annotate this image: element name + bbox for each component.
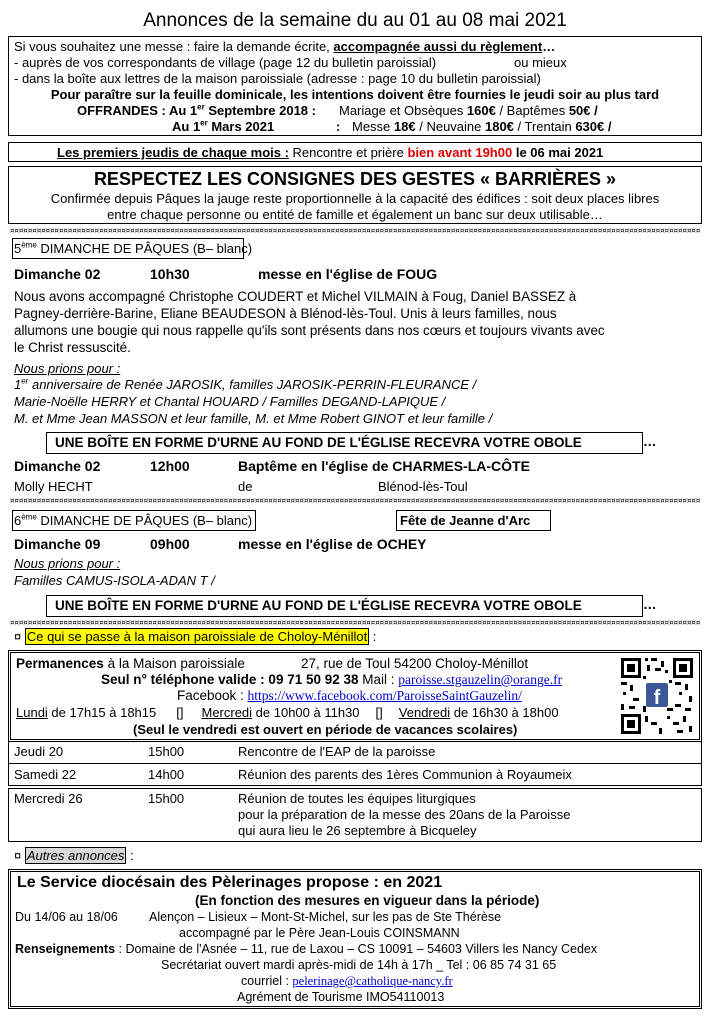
barrier-rules-box: [8, 166, 702, 224]
office-address: 27, rue de Toul 54200 Choloy-Ménillot: [301, 656, 529, 671]
mass-1-desc: messe en l'église de FOUG: [258, 266, 438, 282]
sunday-6-label: [12, 510, 256, 531]
urn-notice-1: [46, 432, 643, 454]
event-3-desc-2: pour la préparation de la messe des 20ans de la Paroisse: [238, 807, 571, 822]
pilgrimage-title: Le Service diocésain des Pèlerinages propose : en 2021: [17, 874, 443, 891]
office-contact: Seul n° téléphone valide : 09 71 50 92 38 Mail : paroisse.stgauzelin@orange.fr: [101, 672, 563, 687]
mass-2-desc: messe en l'église de OCHEY: [238, 536, 427, 552]
sunday-6-text: 6ème DIMANCHE DE PÂQUES (B– blanc): [14, 512, 253, 528]
barrier-rules-title: RESPECTEZ LES CONSIGNES DES GESTES « BARRIÈRES »: [93, 169, 617, 189]
mass-1-time: 10h30: [150, 266, 190, 282]
event-row-2: [8, 764, 702, 786]
mass-1-day: Dimanche 02: [14, 266, 101, 282]
offrandes-2021-colon: :: [336, 119, 341, 134]
memorial-text-4: le Christ ressuscité.: [14, 340, 131, 355]
facebook-link[interactable]: https://www.facebook.com/ParoisseSaintGauzelin/: [247, 688, 522, 703]
barrier-rules-line-1: Confirmée depuis Pâques la jauge reste proportionnelle à la capacité des édifices : soit deux places libres: [50, 191, 660, 206]
other-announcements-heading: ¤ Autres annonces :: [14, 848, 134, 863]
mass-request-box: [8, 36, 702, 136]
pilgrimage-email-link[interactable]: pelerinage@catholique-nancy.fr: [292, 974, 453, 988]
urn-notice-2-ellipsis: …: [643, 597, 657, 612]
event-row-1: [8, 742, 702, 764]
urn-notice-1-text: UNE BOÎTE EN FORME D'URNE AU FOND DE L'ÉGLISE RECEVRA VOTRE OBOLE: [55, 435, 582, 450]
memorial-text-1: Nous avons accompagné Christophe COUDERT et Michel VILMAIN à Foug, Daniel BASSEZ à: [14, 289, 577, 304]
pilgrimage-dates: Du 14/06 au 18/06: [15, 910, 118, 924]
sunday-5-label: [12, 238, 253, 259]
pilgrimage-guide: accompagné par le Père Jean-Louis COINSMANN: [179, 926, 460, 940]
prayers-1-line-2: Marie-Noëlle HERRY et Chantal HOUARD / Familles DEGAND-LAPIQUE /: [14, 394, 446, 409]
office-days: Lundi de 17h15 à 18h15 [] Mercredi de 10h00 à 11h30 [] Vendredi de 16h30 à 18h00: [16, 705, 559, 720]
parish-house-heading: ¤ Ce qui se passe à la maison paroissiale de Choloy-Ménillot :: [14, 629, 377, 644]
office-note: (Seul le vendredi est ouvert en période de vacances scolaires): [133, 722, 518, 737]
office-hours-line-1: Permanences à la Maison paroissiale: [16, 656, 245, 671]
event-2-time: 14h00: [148, 767, 185, 782]
office-hours-box: [8, 650, 702, 742]
baptism-desc: Baptême en l'église de CHARMES-LA-CÔTE: [238, 458, 530, 474]
qr-code-icon: [619, 656, 695, 736]
prayers-2-line-1: Familles CAMUS-ISOLA-ADAN T /: [14, 573, 215, 588]
svg-text:f: f: [653, 687, 661, 709]
offrandes-2021-prices: Messe 18€ / Neuvaine 180€ / Trentain 630€ /: [352, 119, 612, 134]
event-1-day: Jeudi 20: [14, 744, 64, 759]
offrandes-2021: Au 1er Mars 2021: [172, 118, 275, 134]
baptism-time: 12h00: [150, 458, 190, 474]
event-2-desc: Réunion des parents des 1ères Communion à Royaumeix: [238, 767, 572, 782]
prayers-1-line-3: M. et Mme Jean MASSON et leur famille, M. et Mme Robert GINOT et leur famille /: [14, 411, 493, 426]
page-title: Annonces de la semaine du au 01 au 08 mai 2021: [143, 10, 567, 31]
sunday-5-text: 5ème DIMANCHE DE PÂQUES (B– blanc): [14, 240, 253, 256]
memorial-text-2: Pagney-derrière-Barine, Eliane BEAUDESON à Blénod-lès-Toul. Unis à leurs familles, nous: [14, 306, 557, 321]
separator: [10, 498, 700, 504]
urn-notice-2: [46, 595, 643, 617]
baptism-de: de: [238, 479, 253, 494]
urn-notice-1-ellipsis: …: [643, 434, 657, 449]
mass-request-line-2b: ou mieux: [514, 55, 567, 70]
mass-request-line-2: - auprès de vos correspondants de village (page 12 du bulletin paroissial): [14, 55, 437, 70]
prayers-2-title: Nous prions pour :: [14, 556, 121, 571]
prayers-1-title: Nous prions pour :: [14, 361, 121, 376]
separator: [10, 620, 700, 626]
prayers-1-line-1: 1er anniversaire de Renée JAROSIK, familles JAROSIK-PERRIN-FLEURANCE /: [14, 376, 477, 392]
joan-of-arc-feast-text: Fête de Jeanne d'Arc: [400, 513, 531, 528]
event-2-day: Samedi 22: [14, 767, 77, 782]
first-thursday-text: Les premiers jeudis de chaque mois : Rencontre et prière bien avant 19h00 le 06 mai 2021: [57, 145, 604, 160]
mail-link[interactable]: paroisse.stgauzelin@orange.fr: [398, 672, 563, 687]
event-1-time: 15h00: [148, 744, 185, 759]
deadline-notice: Pour paraître sur la feuille dominicale, les intentions doivent être fournies le jeudi soir au plus tard: [50, 87, 660, 102]
baptism-day: Dimanche 02: [14, 458, 101, 474]
pilgrimage-agreement: Agrément de Tourisme IMO54110013: [237, 990, 445, 1004]
pilgrimage-info: Renseignements : Domaine de l'Asnée – 11, rue de Laxou – CS 10091 – 54603 Villers les Nancy Cedex: [15, 942, 598, 956]
baptism-name: Molly HECHT: [14, 479, 93, 494]
event-row-3: [8, 788, 702, 842]
event-3-desc-3: qui aura lieu le 26 septembre à Bicqueley: [238, 823, 477, 838]
facebook-line: Facebook : https://www.facebook.com/ParoisseSaintGauzelin/: [177, 688, 522, 703]
urn-notice-2-text: UNE BOÎTE EN FORME D'URNE AU FOND DE L'ÉGLISE RECEVRA VOTRE OBOLE: [55, 598, 582, 613]
barrier-rules-line-2: entre chaque personne ou entité de famille et également un banc sur deux utilisable…: [107, 207, 603, 222]
mass-request-line-1: Si vous souhaitez une messe : faire la demande écrite, accompagnée aussi du règlement…: [14, 39, 556, 54]
mass-2-day: Dimanche 09: [14, 536, 101, 552]
joan-of-arc-feast: [396, 510, 551, 531]
mass-request-line-3: - dans la boîte aux lettres de la maison paroissiale (adresse : page 10 du bulletin paroissial): [14, 71, 541, 86]
memorial-text-3: allumons une bougie qui nous rappelle qu'ils sont présents dans nos cœurs et toujours vivants avec: [14, 323, 605, 338]
event-1-desc: Rencontre de l'EAP de la paroisse: [238, 744, 436, 759]
event-3-time: 15h00: [148, 791, 185, 806]
baptism-place: Blénod-lès-Toul: [378, 479, 468, 494]
separator: [10, 228, 700, 234]
pilgrimage-secretariat: Secrétariat ouvert mardi après-midi de 14h à 17h _ Tel : 06 85 74 31 65: [161, 958, 557, 972]
pilgrimage-box: [8, 869, 702, 1009]
offrandes-2018-prices: Mariage et Obsèques 160€ / Baptêmes 50€ /: [339, 103, 598, 118]
event-3-day: Mercredi 26: [14, 791, 83, 806]
first-thursday-box: [8, 142, 702, 162]
offrandes-2018: OFFRANDES : Au 1er Septembre 2018 :: [77, 102, 316, 118]
mass-2-time: 09h00: [150, 536, 190, 552]
event-3-desc: Réunion de toutes les équipes liturgiques: [238, 791, 476, 806]
pilgrimage-subtitle: (En fonction des mesures en vigueur dans la période): [195, 893, 540, 908]
pilgrimage-trip: Alençon – Lisieux – Mont-St-Michel, sur les pas de Ste Thérèse: [149, 910, 502, 924]
pilgrimage-email-line: courriel : pelerinage@catholique-nancy.fr: [241, 974, 453, 988]
